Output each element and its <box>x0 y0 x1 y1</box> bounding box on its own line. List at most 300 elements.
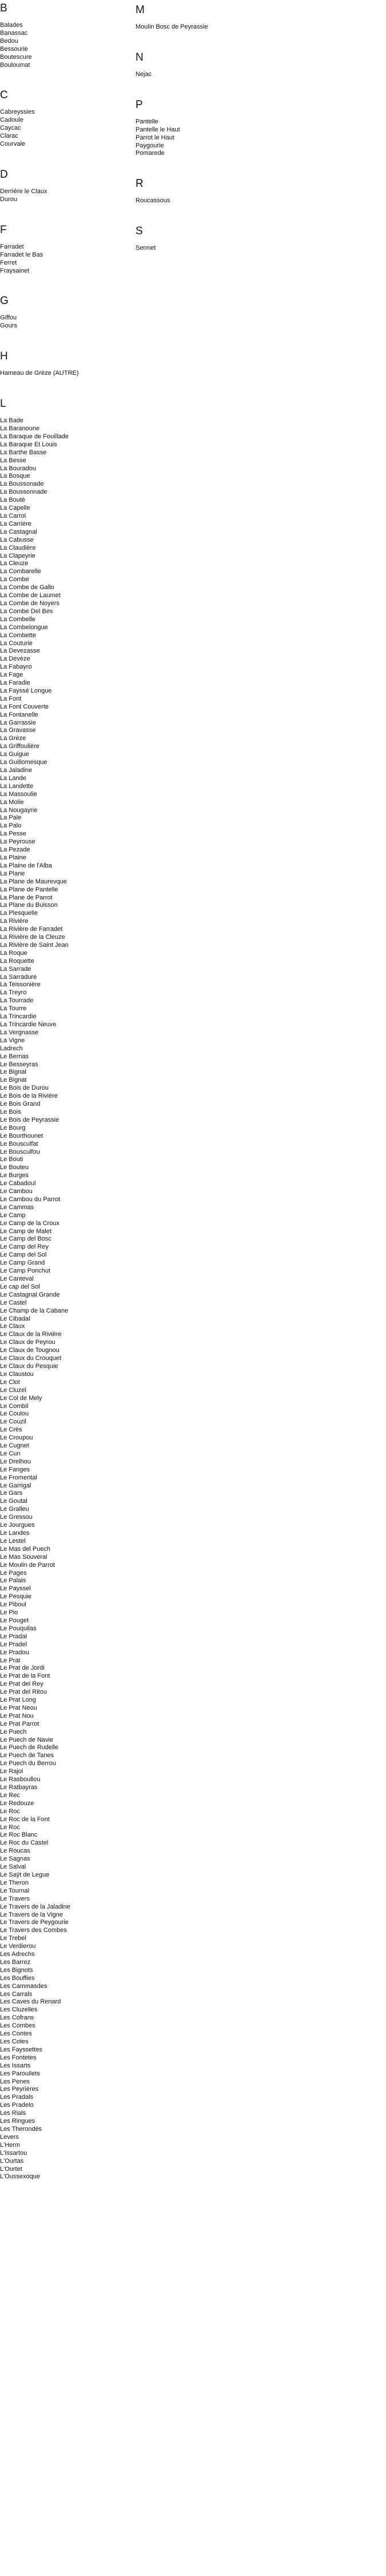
place-link[interactable]: Le Prat <box>0 1657 21 1664</box>
list-item <box>0 545 132 553</box>
place-link[interactable]: La Baranoune <box>0 425 40 433</box>
place-link[interactable]: Le Claux <box>0 1323 25 1330</box>
list-item <box>0 1458 132 1466</box>
place-link[interactable]: La Trincardie Neuve <box>0 1021 57 1028</box>
list-item <box>0 1283 132 1291</box>
place-link[interactable]: Les Cotes <box>0 2038 29 2045</box>
place-link[interactable]: Le Pesquie <box>0 1593 32 1601</box>
place-link[interactable]: Farradet <box>0 243 24 250</box>
place-link[interactable]: La Cleuze <box>0 560 29 567</box>
place-link[interactable]: Le Moulin de Parrot <box>0 1561 55 1569</box>
place-link[interactable]: La Rivière <box>0 918 29 925</box>
place-link[interactable]: La Vigne <box>0 1037 25 1044</box>
place-link[interactable]: Le Camp Grand <box>0 1259 45 1267</box>
place-link[interactable]: La Combette <box>0 631 36 639</box>
place-link[interactable]: Le Fanges <box>0 1466 30 1473</box>
list-item <box>0 1657 132 1665</box>
place-link[interactable]: La Capelle <box>0 505 30 512</box>
list-item <box>0 727 132 735</box>
list-item <box>0 886 132 894</box>
place-link[interactable]: La Sarradure <box>0 973 37 981</box>
list-item <box>0 592 132 600</box>
place-link[interactable]: La Tourre <box>0 1005 27 1013</box>
place-link[interactable]: Fraysainet <box>0 267 30 274</box>
place-link[interactable]: Les Adrechs <box>0 1951 35 1958</box>
place-link[interactable]: Les Rials <box>0 2110 26 2117</box>
place-link[interactable]: Le Burges <box>0 1172 29 1179</box>
place-link[interactable]: Le Castagnal Grande <box>0 1291 60 1298</box>
place-link[interactable]: L'Ourtet <box>0 2165 22 2173</box>
place-link[interactable]: Le Lestel <box>0 1537 26 1545</box>
place-link[interactable]: Le Gressou <box>0 1514 33 1521</box>
place-link[interactable]: Les Bouffies <box>0 1974 35 1982</box>
place-link[interactable]: Le Coulou <box>0 1410 29 1418</box>
list-item <box>0 703 132 711</box>
place-link[interactable]: Les Barrez <box>0 1958 31 1966</box>
list-item <box>0 1466 132 1474</box>
place-link[interactable]: Les Caves du Renard <box>0 1998 61 2006</box>
list-item <box>0 791 132 799</box>
place-link[interactable]: La Font <box>0 695 22 702</box>
place-link[interactable]: Derrière le Claux <box>0 187 47 195</box>
place-link[interactable]: Le Claux de Peyrou <box>0 1339 55 1346</box>
place-link[interactable]: Le Prat de la Font <box>0 1673 50 1680</box>
place-link[interactable]: Le Mas del Puech <box>0 1545 51 1553</box>
place-link[interactable]: Le Gralleu <box>0 1506 29 1513</box>
place-link[interactable]: La Fontanelle <box>0 711 38 718</box>
place-link[interactable]: Le Travers <box>0 1895 30 1902</box>
list-item <box>0 2070 132 2078</box>
place-link[interactable]: Le Puech de Rudelle <box>0 1744 59 1751</box>
place-link[interactable]: Le Bois de Peyrassie <box>0 1116 59 1123</box>
place-link[interactable]: Le Bouti <box>0 1156 23 1163</box>
place-link[interactable]: Le Tournal <box>0 1887 30 1894</box>
list-item <box>0 2078 132 2086</box>
place-list <box>136 245 267 253</box>
place-link[interactable]: Le Roc du Castel <box>0 1839 49 1847</box>
place-link[interactable]: Le Rasboullou <box>0 1776 41 1783</box>
place-link[interactable]: Le Prat de Jordi <box>0 1665 45 1672</box>
place-link[interactable]: La Claudière <box>0 544 36 551</box>
place-link[interactable]: Le Prat del Rey <box>0 1681 43 1688</box>
place-link[interactable]: Les Cofrans <box>0 2014 34 2022</box>
place-link[interactable]: Le Piboul <box>0 1601 26 1609</box>
section-letter-heading: D <box>0 168 8 181</box>
place-link[interactable]: Le Bousculfou <box>0 1148 40 1155</box>
place-link[interactable]: Le Travers de la Jaladine <box>0 1903 70 1910</box>
place-link[interactable]: La Boutè <box>0 497 26 504</box>
place-link[interactable]: Le Pouget <box>0 1617 29 1624</box>
place-link[interactable]: La Massoulie <box>0 790 37 798</box>
place-link[interactable]: Le Travers de la Vigne <box>0 1911 63 1918</box>
place-link[interactable]: La Plaine <box>0 854 26 861</box>
place-link[interactable]: La Treyro <box>0 989 27 997</box>
place-link[interactable]: Cadoule <box>0 117 23 124</box>
place-link[interactable]: Sermet <box>136 245 156 252</box>
place-link[interactable]: Le cap del Sol <box>0 1283 40 1290</box>
place-link[interactable]: La Lande <box>0 774 26 782</box>
place-link[interactable]: La Combe <box>0 576 29 583</box>
list-item <box>0 30 132 38</box>
place-link[interactable]: L'Oussexoque <box>0 2173 40 2181</box>
place-link[interactable]: Le Claux du Crouquet <box>0 1355 62 1362</box>
place-link[interactable]: Bessourie <box>0 45 28 53</box>
place-link[interactable]: La Baraque de Fouillade <box>0 433 69 440</box>
place-link[interactable]: Le Bignal <box>0 1069 26 1076</box>
place-link[interactable]: Le Payssel <box>0 1585 31 1593</box>
place-link[interactable]: Le Trebel <box>0 1935 26 1942</box>
place-link[interactable]: Le Bourg <box>0 1124 26 1131</box>
place-link[interactable]: Les Ringues <box>0 2118 35 2125</box>
place-link[interactable]: Le Prat Nou <box>0 1712 34 1719</box>
list-item <box>0 624 132 632</box>
place-link[interactable]: Pomarede <box>136 150 165 157</box>
place-link[interactable]: La Tourrade <box>0 997 34 1005</box>
place-link[interactable]: Le Cluzel <box>0 1386 26 1394</box>
place-link[interactable]: Balades <box>0 22 23 29</box>
place-link[interactable]: Le Rajol <box>0 1768 23 1775</box>
place-link[interactable]: L'Ourtas <box>0 2157 24 2165</box>
place-link[interactable]: Bouloumat <box>0 61 30 69</box>
list-item <box>0 1506 132 1514</box>
list-item <box>0 1196 132 1204</box>
place-link[interactable]: Les Cluzelles <box>0 2006 38 2014</box>
section-letter-heading: N <box>136 51 144 63</box>
place-link[interactable]: Le Pouquilas <box>0 1625 37 1632</box>
section-letter-heading: L <box>0 398 6 410</box>
place-link[interactable]: Paygourie <box>136 142 164 149</box>
place-link[interactable]: Le Rec <box>0 1791 20 1799</box>
place-link[interactable]: Le Prat Neou <box>0 1704 37 1711</box>
list-item <box>0 1259 132 1267</box>
place-link[interactable]: Le Ratbayras <box>0 1784 38 1791</box>
place-link[interactable]: La Plane de Parrot <box>0 894 53 901</box>
place-link[interactable]: Bedou <box>0 37 18 45</box>
place-link[interactable]: Le Pradel <box>0 1641 27 1648</box>
place-link[interactable]: Le Gars <box>0 1490 23 1497</box>
place-link[interactable]: Gours <box>0 322 17 330</box>
place-link[interactable]: Le Cabadoul <box>0 1180 36 1187</box>
list-item <box>0 1975 132 1983</box>
place-link[interactable]: Les Therondés <box>0 2125 42 2133</box>
place-link[interactable]: Le Camp <box>0 1211 26 1219</box>
list-item <box>0 1235 132 1243</box>
place-link[interactable]: Le Theron <box>0 1879 29 1886</box>
place-link[interactable]: La Combarelle <box>0 568 41 575</box>
list-item <box>0 1570 132 1578</box>
list-item <box>0 457 132 465</box>
place-link[interactable]: Le Prat del Ritou <box>0 1689 47 1696</box>
place-link[interactable]: La Fage <box>0 671 23 679</box>
place-link[interactable]: La Fabayro <box>0 663 32 671</box>
place-link[interactable]: La Trincardie <box>0 1013 37 1021</box>
place-link[interactable]: La Castagnal <box>0 528 37 535</box>
place-link[interactable]: Le Bourthounet <box>0 1132 43 1139</box>
place-link[interactable]: Le Champ de la Cabane <box>0 1307 69 1314</box>
place-link[interactable]: Le Puech du Berrou <box>0 1760 56 1767</box>
list-item <box>0 838 132 846</box>
place-link[interactable]: Le Puech de Navie <box>0 1736 53 1743</box>
place-link[interactable]: La Griffoulière <box>0 743 39 750</box>
place-link[interactable]: Les Peyrières <box>0 2086 39 2093</box>
place-link[interactable]: Nejac <box>136 70 152 78</box>
place-link[interactable]: La Plane de Pantelle <box>0 886 58 893</box>
place-link[interactable]: La Vergnasse <box>0 1029 39 1036</box>
place-link[interactable]: Les Fayssettes <box>0 2046 42 2053</box>
place-link[interactable]: Les Combes <box>0 2022 35 2030</box>
place-link[interactable]: La Combelongue <box>0 623 48 631</box>
place-list <box>0 243 132 275</box>
place-link[interactable]: Le Bois de la Rivière <box>0 1093 58 1100</box>
place-link[interactable]: Hameau de Grèze (AUTRE) <box>0 370 79 377</box>
place-link[interactable]: La Devèze <box>0 655 30 663</box>
place-link[interactable]: Le Drelhou <box>0 1458 31 1465</box>
place-link[interactable]: Pantelle le Haut <box>136 126 180 133</box>
place-link[interactable]: Le Pages <box>0 1569 27 1577</box>
place-link[interactable]: Le Claux de Tougnou <box>0 1347 59 1354</box>
place-link[interactable]: Le Saÿt de Legue <box>0 1871 50 1878</box>
place-link[interactable]: Le Cun <box>0 1450 21 1457</box>
place-link[interactable]: La Font Couverte <box>0 703 49 710</box>
place-link[interactable]: Le Pio <box>0 1609 18 1617</box>
place-link[interactable]: La Nougayrie <box>0 806 38 814</box>
list-item <box>0 894 132 902</box>
place-link[interactable]: Le Camp del Rey <box>0 1243 49 1251</box>
place-link[interactable]: La Faradie <box>0 679 30 687</box>
list-item <box>0 513 132 521</box>
place-link[interactable]: La Bouradou <box>0 465 36 472</box>
place-link[interactable]: L'Issartou <box>0 2149 27 2157</box>
place-link[interactable]: Le Clot <box>0 1378 20 1386</box>
place-link[interactable]: Banassac <box>0 29 28 37</box>
place-link[interactable]: La Rivière de Farradet <box>0 926 63 933</box>
place-link[interactable]: Le Roucas <box>0 1847 30 1855</box>
place-link[interactable]: Le Roc <box>0 1807 20 1815</box>
place-link[interactable]: La Bade <box>0 417 23 425</box>
place-link[interactable]: Les Pradelo <box>0 2102 34 2109</box>
list-item <box>0 2142 132 2150</box>
place-link[interactable]: La Carrol <box>0 513 26 519</box>
place-link[interactable]: Farradet le Bas <box>0 251 43 258</box>
place-link[interactable]: La Plane de Maurevque <box>0 878 67 885</box>
place-link[interactable]: Moulin Bosc de Peyrassie <box>136 23 208 30</box>
list-item <box>0 767 132 775</box>
list-item <box>0 2158 132 2166</box>
place-link[interactable]: Le Sagnas <box>0 1855 30 1863</box>
place-link[interactable]: La Combe de Noyers <box>0 599 59 607</box>
place-link[interactable]: La Guigue <box>0 751 29 758</box>
place-link[interactable]: La Rivière de Saint Jean <box>0 941 69 949</box>
place-link[interactable]: La Rivière de la Cleuze <box>0 934 65 941</box>
section-letter-heading: F <box>0 223 7 236</box>
list-item <box>0 1847 132 1855</box>
list-item <box>0 1379 132 1387</box>
place-link[interactable]: Le Camp Ponchut <box>0 1267 51 1275</box>
list-item <box>0 1085 132 1093</box>
place-link[interactable]: La Boussonade <box>0 481 44 488</box>
place-link[interactable]: La Pezade <box>0 846 30 854</box>
place-link[interactable]: Le Canteval <box>0 1275 34 1282</box>
place-link[interactable]: Le Camp del Bosc <box>0 1235 51 1243</box>
place-link[interactable]: Le Palais <box>0 1577 26 1585</box>
place-link[interactable]: Le Travers des Combes <box>0 1927 67 1934</box>
place-link[interactable]: La Couturie <box>0 639 33 647</box>
place-link[interactable]: Clarac <box>0 133 18 140</box>
place-link[interactable]: Le Bernas <box>0 1053 29 1060</box>
place-link[interactable]: Durou <box>0 195 17 203</box>
place-link[interactable]: La Combe de Laumet <box>0 592 61 599</box>
list-item <box>0 1705 132 1713</box>
place-link[interactable]: Parrot le Haut <box>136 134 174 141</box>
place-link[interactable]: Le Cibadal <box>0 1315 30 1322</box>
place-link[interactable]: La Teissonière <box>0 981 41 989</box>
place-link[interactable]: Le Camp de Malet <box>0 1227 51 1235</box>
place-link[interactable]: Pantelle <box>136 118 158 125</box>
place-link[interactable]: Le Combil <box>0 1402 29 1410</box>
place-link[interactable]: Le Claustou <box>0 1370 34 1378</box>
list-item <box>0 958 132 966</box>
place-link[interactable]: Les Penes <box>0 2078 30 2085</box>
list-item <box>0 489 132 497</box>
place-link[interactable]: La Cabusse <box>0 536 34 543</box>
place-link[interactable]: Le Croupou <box>0 1434 33 1442</box>
place-link[interactable]: La Pale <box>0 814 22 822</box>
place-link[interactable]: Caycac <box>0 125 21 132</box>
place-link[interactable]: Le Roc de la Font <box>0 1815 50 1823</box>
place-link[interactable]: La Peyrouse <box>0 838 35 846</box>
place-link[interactable]: Les Bignots <box>0 1966 33 1974</box>
place-link[interactable]: La Pesse <box>0 830 26 838</box>
place-link[interactable]: Le Col de Mely <box>0 1394 42 1402</box>
place-link[interactable]: Le Pradal <box>0 1633 27 1640</box>
place-link[interactable]: Le Couzil <box>0 1418 26 1426</box>
place-link[interactable]: Le Jourgues <box>0 1522 35 1529</box>
place-link[interactable]: Le Bousculfat <box>0 1140 38 1147</box>
place-link[interactable]: La Gravasse <box>0 727 36 734</box>
place-link[interactable]: Cabreyssies <box>0 109 35 116</box>
place-link[interactable]: Le Roc Blanc <box>0 1831 38 1839</box>
place-link[interactable]: Giffou <box>0 314 17 322</box>
place-link[interactable]: Le Fromental <box>0 1474 37 1481</box>
place-link[interactable]: Le Bouteu <box>0 1164 29 1171</box>
place-link[interactable]: La Devezasse <box>0 647 40 655</box>
place-link[interactable]: La Garrassie <box>0 719 36 726</box>
place-link[interactable]: La Clapeyrie <box>0 552 35 559</box>
place-link[interactable]: Le Castel <box>0 1299 27 1306</box>
place-link[interactable]: La Plane <box>0 870 25 877</box>
place-link[interactable]: Le Bois <box>0 1108 21 1115</box>
place-link[interactable]: Ferret <box>0 259 17 266</box>
place-link[interactable]: L'Herm <box>0 2141 21 2149</box>
place-link[interactable]: La Plesquelle <box>0 910 38 917</box>
list-item <box>136 126 267 134</box>
place-link[interactable]: La Plane du Buisson <box>0 902 58 909</box>
place-link[interactable]: Le Verdierou <box>0 1943 36 1950</box>
place-link[interactable]: La Carrière <box>0 520 32 527</box>
place-link[interactable]: La Landette <box>0 782 34 790</box>
place-link[interactable]: La Boussonnade <box>0 489 47 496</box>
place-link[interactable]: Le Cammas <box>0 1203 34 1211</box>
place-link[interactable]: La Fayssé Longue <box>0 687 52 694</box>
place-link[interactable]: Le Prat Long <box>0 1697 36 1704</box>
place-list <box>0 22 132 69</box>
place-link[interactable]: Les Fontetes <box>0 2054 37 2061</box>
place-link[interactable]: Le Garrigal <box>0 1482 31 1489</box>
place-link[interactable]: La Grèze <box>0 735 26 742</box>
place-link[interactable]: Le Camp de la Croux <box>0 1219 59 1227</box>
place-link[interactable]: Le Travers de Peygourie <box>0 1919 69 1926</box>
place-link[interactable]: La Baraque Et Louis <box>0 441 57 448</box>
place-link[interactable]: La Guillomesque <box>0 759 47 766</box>
place-link[interactable]: Les Carrals <box>0 1990 33 1998</box>
place-link[interactable]: Ladrech <box>0 1045 23 1052</box>
list-item <box>0 1983 132 1991</box>
place-link[interactable]: Roucassous <box>136 197 170 205</box>
place-link[interactable]: Le Puech de Tanes <box>0 1752 54 1759</box>
place-link[interactable]: Les Pradals <box>0 2094 34 2101</box>
place-link[interactable]: La Combe de Gallo <box>0 584 54 591</box>
place-link[interactable]: La Combe Del Bes <box>0 607 53 615</box>
place-link[interactable]: Le Bois de Durou <box>0 1085 49 1092</box>
list-item <box>0 1267 132 1275</box>
place-link[interactable]: Le Salval <box>0 1863 26 1871</box>
place-link[interactable]: Le Bois Grand <box>0 1101 41 1108</box>
place-link[interactable]: Le Mas Souveral <box>0 1553 47 1561</box>
place-link[interactable]: Boutescure <box>0 53 32 61</box>
place-link[interactable]: La Bosque <box>0 473 30 480</box>
place-link[interactable]: La Sarrade <box>0 965 31 973</box>
list-item <box>0 1339 132 1347</box>
place-link[interactable]: Le Redouze <box>0 1799 34 1807</box>
place-link[interactable]: Le Cambou du Parrot <box>0 1195 61 1203</box>
place-link[interactable]: Le Claux du Pesquie <box>0 1362 58 1370</box>
place-link[interactable]: Le Roc <box>0 1823 20 1831</box>
place-link[interactable]: Le Landes <box>0 1530 30 1537</box>
place-link[interactable]: Le Claux de la Rivière <box>0 1331 62 1338</box>
place-link[interactable]: Le Camp del Sol <box>0 1251 47 1259</box>
place-link[interactable]: Levers <box>0 2133 19 2141</box>
place-link[interactable]: Courvale <box>0 141 26 148</box>
place-link[interactable]: La Combelle <box>0 615 35 623</box>
place-link[interactable]: Les Contes <box>0 2030 32 2038</box>
place-link[interactable]: Le Pradou <box>0 1649 29 1656</box>
place-link[interactable]: Les Parouilets <box>0 2070 40 2077</box>
place-link[interactable]: La Palo <box>0 822 22 830</box>
list-item <box>0 576 132 584</box>
place-link[interactable]: Le Cugnet <box>0 1442 29 1450</box>
place-link[interactable]: Le Bignat <box>0 1077 27 1084</box>
place-link[interactable]: Le Besseyras <box>0 1061 38 1068</box>
place-link[interactable]: Les Issarts <box>0 2062 31 2069</box>
place-link[interactable]: La Jaladine <box>0 767 33 774</box>
place-link[interactable]: La Barthe Basse <box>0 449 47 456</box>
place-link[interactable]: Les Cammasdes <box>0 1982 47 1990</box>
place-link[interactable]: Le Goutal <box>0 1498 27 1505</box>
place-link[interactable]: La Besse <box>0 457 26 464</box>
list-item <box>0 2166 132 2174</box>
place-link[interactable]: La Plaine de l'Alba <box>0 862 52 869</box>
place-link[interactable]: La Roque <box>0 949 27 957</box>
place-link[interactable]: La Molie <box>0 798 24 806</box>
list-item <box>0 117 132 125</box>
place-link[interactable]: Le Cambou <box>0 1188 33 1195</box>
list-item <box>0 1387 132 1395</box>
list-item <box>0 1633 132 1641</box>
place-link[interactable]: La Roquette <box>0 957 34 965</box>
place-link[interactable]: Le Prat Parrot <box>0 1720 39 1727</box>
place-link[interactable]: Le Crès <box>0 1426 22 1434</box>
place-link[interactable]: Le Puech <box>0 1728 27 1735</box>
